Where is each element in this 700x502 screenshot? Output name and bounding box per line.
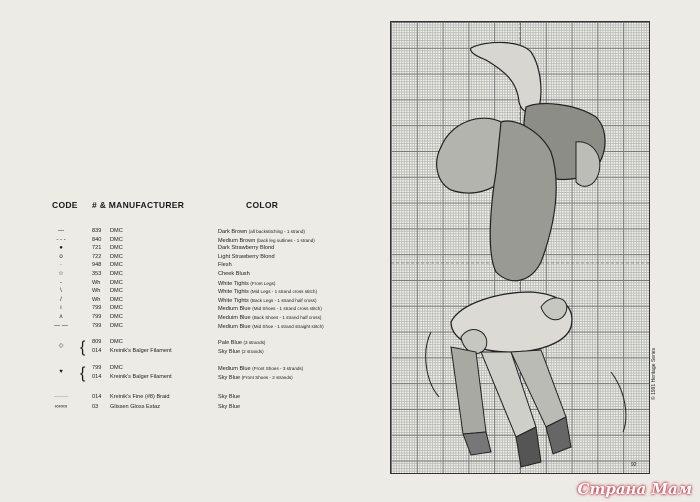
legend-symbol: \ — [60, 288, 62, 295]
chart-page-mark: 92 — [631, 462, 637, 468]
legend-manufacturer: DMC — [110, 245, 123, 252]
legend-manufacturer: DMC — [110, 262, 123, 269]
legend-number: 799 — [92, 365, 102, 372]
legend-number: 809 — [92, 339, 102, 346]
legend-symbol: ◇ — [58, 343, 64, 350]
legend-color: Medium Blue (Mid Shoes - 1 strand cross stitch) — [218, 306, 322, 313]
legend-color: White Tights (Mid Legs - 1 strand cross stitch) — [218, 289, 317, 296]
legend-color: Dark Brown (all backstitching - 1 strand) — [218, 229, 305, 235]
site-watermark: Страна Мам — [577, 480, 692, 498]
legend-color: Sky Blue — [218, 403, 241, 410]
legend-number: 840 — [92, 236, 102, 243]
legend-color: White Tights (Front Legs) — [218, 280, 276, 287]
legend-manufacturer: DMC — [110, 288, 123, 295]
legend-number: 721 — [92, 245, 102, 252]
legend-color: Medium Brown (back leg outlines - 1 strand) — [218, 237, 315, 244]
legend-brace: { — [80, 365, 86, 383]
legend-row — [48, 373, 388, 382]
legend-color: Pale Blue (3 strands) — [218, 340, 266, 347]
legend-note: (all backstitching - 1 strand) — [248, 229, 305, 234]
legend-manufacturer: Kreinik's Fine (#8) Braid — [110, 393, 170, 400]
legend-note: (back leg outlines - 1 strand) — [256, 237, 315, 243]
legend-symbol: · — [60, 262, 62, 269]
legend-manufacturer: DMC — [110, 228, 123, 234]
legend-symbol: ☆ — [58, 271, 64, 277]
legend-row — [48, 393, 388, 402]
legend-manufacturer: DMC — [110, 365, 123, 372]
legend-number: 799 — [92, 305, 102, 312]
legend-symbol: ······· — [54, 393, 68, 400]
legend-symbol: ı — [60, 305, 62, 312]
legend-number: 948 — [92, 262, 102, 269]
legend-note: (Mid Shoe - 1 strand straight stitch) — [252, 323, 324, 329]
legend-note: (Mid Legs - 1 strand cross stitch) — [250, 289, 317, 295]
shoe-shape — [463, 432, 491, 455]
legend-color: Cheek Blush — [218, 271, 250, 277]
legend-number: 014 — [92, 374, 102, 380]
legend-symbol: ● — [59, 245, 63, 252]
legend-number: 839 — [92, 228, 102, 234]
legend-brace: { — [80, 339, 86, 357]
legend-manufacturer: Kreinik's Balger Filament — [110, 347, 172, 354]
legend-color: Medium Blue (Mid Shoe - 1 strand straight stitch) — [218, 323, 324, 330]
legend-number: 722 — [92, 253, 102, 260]
legend-number: Wh — [92, 279, 101, 286]
legend-note: (Front Shoes - 3 strands) — [252, 366, 304, 372]
chart-figure — [391, 22, 649, 473]
legend-number: Wh — [92, 296, 101, 303]
legend-color: Sky Blue (Front Shoes - 2 strands) — [218, 375, 293, 381]
legend-manufacturer: DMC — [110, 253, 123, 260]
legend-number: Wh — [92, 288, 101, 295]
legend-note: (3 strands) — [243, 340, 266, 346]
legend-color: Sky Blue — [218, 393, 241, 400]
legend-note: (Mid Shoes - 1 strand cross stitch) — [252, 306, 322, 312]
legend-color: Sky Blue (2 strands) — [218, 348, 264, 355]
legend-symbol: o — [59, 253, 63, 260]
copyright-text: © 1991 Heritage Series — [651, 347, 657, 400]
legend-symbol: — — [58, 228, 64, 234]
legend-symbol: ʌ — [59, 314, 63, 320]
legend-number: 014 — [92, 393, 102, 400]
legend-symbol: ∞∞∞ — [54, 403, 68, 410]
legend-color: Light Strawberry Blond — [218, 253, 275, 260]
legend-note: (Back Legs - 1 strand half cross) — [250, 297, 317, 303]
legend-manufacturer: DMC — [110, 339, 123, 346]
legend-symbol: - — [60, 279, 62, 286]
raised-arm-shape — [471, 42, 541, 112]
cross-stitch-chart — [390, 21, 650, 474]
legend-manufacturer: DMC — [110, 314, 123, 320]
legend-row — [48, 322, 388, 331]
legend-number: 03 — [92, 403, 99, 410]
motion-arc — [426, 332, 439, 397]
legend-color: Meduim Blue (Back Shoes - 1 strand half cross) — [218, 315, 322, 321]
leg-shape — [451, 347, 486, 434]
legend-number: 799 — [92, 314, 102, 320]
legend-manufacturer: DMC — [110, 236, 123, 243]
legend-manufacturer: DMC — [110, 279, 123, 286]
legend-manufacturer: DMC — [110, 322, 123, 329]
legend-manufacturer: DMC — [110, 296, 123, 303]
legend-row — [48, 347, 388, 356]
legend-color: White Tights (Back Legs - 1 strand half cross) — [218, 297, 317, 304]
legend-symbol: - - - — [56, 236, 66, 243]
legend-number: 799 — [92, 322, 102, 329]
legend-note: (Front Legs) — [250, 280, 276, 286]
legend-note: (2 strands) — [241, 348, 264, 354]
legend-manufacturer: Kreinik's Balger Filament — [110, 374, 172, 380]
legend-row — [48, 403, 388, 412]
legend-symbol: ♥ — [59, 369, 63, 376]
torso-shape — [490, 121, 556, 281]
legend-symbol: — — — [54, 322, 68, 329]
header-manufacturer: # & MANUFACTURER — [92, 200, 185, 210]
legend-color: Flesh — [218, 262, 232, 269]
legend-symbol: / — [60, 296, 62, 303]
legend-note: (Back Shoes - 1 strand half cross) — [252, 315, 322, 320]
header-code: CODE — [52, 200, 78, 210]
header-color: COLOR — [246, 200, 279, 210]
legend-note: (Front Shoes - 2 strands) — [241, 375, 293, 380]
legend-color: Medium Blue (Front Shoes - 3 strands) — [218, 366, 304, 373]
legend-number: 353 — [92, 271, 102, 277]
motion-arc — [611, 372, 626, 432]
legend-manufacturer: DMC — [110, 305, 123, 312]
legend-manufacturer: DMC — [110, 271, 123, 277]
legend-color: Dark Strawberry Blond — [218, 245, 275, 252]
legend-number: 014 — [92, 347, 102, 354]
legend-manufacturer: Glissen Gloss Estaz — [110, 403, 161, 410]
